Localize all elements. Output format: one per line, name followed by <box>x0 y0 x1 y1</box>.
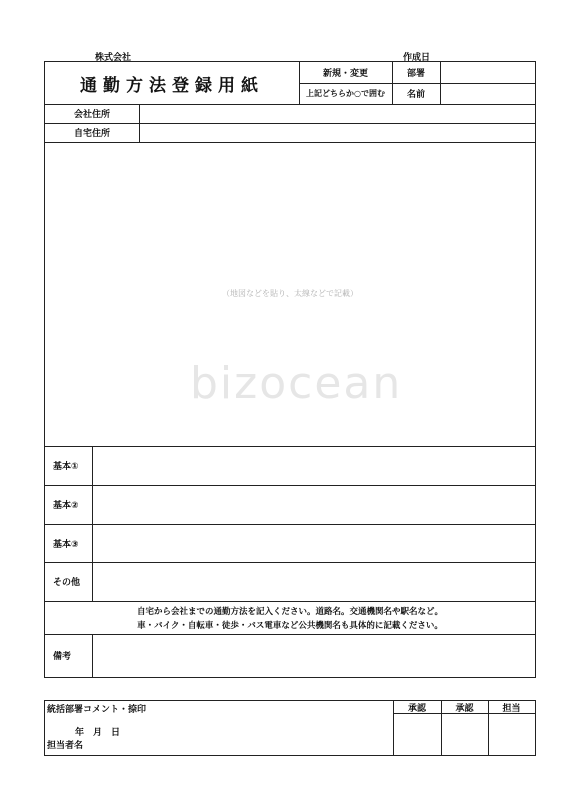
company-address-field[interactable] <box>140 104 535 123</box>
approval-box <box>44 700 536 756</box>
approval-header-2: 承認 <box>455 703 474 714</box>
instruction-line-1: 自宅から会社までの通勤方法を記入ください。道路名。交通機関名や駅名など。 <box>136 607 443 617</box>
name-label: 名前 <box>406 90 425 100</box>
department-field[interactable] <box>440 62 535 83</box>
route-field-basic2[interactable] <box>93 485 535 524</box>
route-label-basic3: 基本③ <box>53 539 79 550</box>
instruction-line-2: 車・バイク・自転車・徒歩・バス電車など公共機関名も具体的に記載ください。 <box>137 621 443 631</box>
home-address-label: 自宅住所 <box>73 129 110 139</box>
bizocean-watermark: bizocean <box>190 358 403 409</box>
form-title: 通勤方法登録用紙 <box>80 75 264 96</box>
route-label-basic2: 基本② <box>53 501 79 511</box>
charge-stamp[interactable] <box>489 714 535 755</box>
route-label-other: その他 <box>53 578 81 588</box>
new-change-option[interactable]: 新規・変更 <box>322 69 368 79</box>
remarks-field[interactable] <box>93 634 535 677</box>
name-field[interactable] <box>440 83 535 104</box>
date-line: 年 月 日 <box>75 728 121 738</box>
company-address-label: 会社住所 <box>73 110 110 120</box>
approval-header-1: 承認 <box>407 703 426 714</box>
charge-header: 担当 <box>502 703 521 714</box>
company-label: 株式会社 <box>95 53 132 63</box>
route-field-basic1[interactable] <box>93 446 535 485</box>
divider <box>45 601 535 602</box>
approval-stamp-1[interactable] <box>394 714 441 755</box>
map-hint: （地図などを貼り、太線などで記載） <box>222 289 358 298</box>
route-field-other[interactable] <box>93 562 535 601</box>
created-date-label: 作成日 <box>403 53 431 63</box>
approval-stamp-2[interactable] <box>442 714 488 755</box>
person-in-charge-label: 担当者名 <box>47 741 84 751</box>
remarks-label: 備考 <box>53 652 72 662</box>
comment-label: 統括部署コメント・捺印 <box>47 705 147 715</box>
department-label: 部署 <box>406 69 425 79</box>
circle-instruction: 上記どちらか○で囲む <box>306 89 385 98</box>
home-address-field[interactable] <box>140 123 535 142</box>
route-label-basic1: 基本① <box>53 462 79 472</box>
route-field-basic3[interactable] <box>93 524 535 562</box>
